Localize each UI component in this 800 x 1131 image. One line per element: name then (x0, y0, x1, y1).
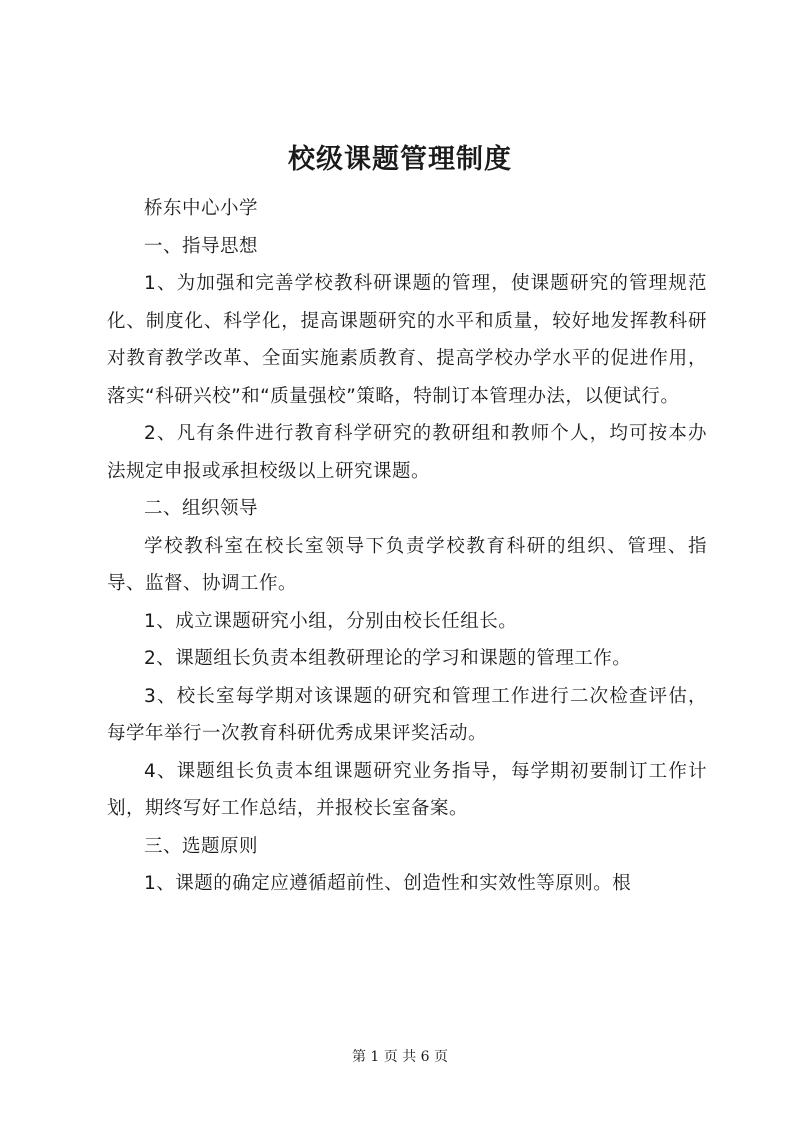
document-title: 校级课题管理制度 (288, 144, 512, 175)
paragraph: 1、为加强和完善学校教科研课题的管理，使课题研究的管理规范化、制度化、科学化，提高课题研究的水平和质量，较好地发挥教科研对教育教学改革、全面实施素质教育、提高学校办学水平的促进作用，落实“科研兴校”和“质量强校”策略，特制订本管理办法，以便试行。 (107, 273, 707, 407)
paragraph: 学校教科室在校长室领导下负责学校教育科研的组织、管理、指导、监督、协调工作。 (107, 535, 707, 594)
paragraph: 1、成立课题研究小组，分别由校长任组长。 (144, 610, 518, 632)
section-heading-organization: 二、组织领导 (144, 498, 259, 519)
paragraph: 2、凡有条件进行教育科学研究的教研组和教师个人，均可按本办法规定申报或承担校级以上研究课题。 (107, 423, 707, 482)
page-number-footer: 第 1 页 共 6 页 (351, 1049, 449, 1065)
paragraph: 1、课题的确定应遵循超前性、创造性和实效性等原则。根 (144, 873, 632, 894)
paragraph: 2、课题组长负责本组教研理论的学习和课题的管理工作。 (144, 648, 632, 669)
paragraph: 3、校长室每学期对该课题的研究和管理工作进行二次检查评估，每学年举行一次教育科研优秀成果评奖活动。 (107, 685, 707, 744)
section-heading-guiding-ideology: 一、指导思想 (144, 235, 259, 257)
document-body (107, 190, 707, 903)
section-heading-topic-principles: 三、选题原则 (144, 835, 259, 857)
paragraph: 4、课题组长负责本组课题研究业务指导，每学期初要制订工作计划，期终写好工作总结，并报校长室备案。 (107, 760, 707, 819)
school-name: 桥东中心小学 (144, 198, 259, 219)
